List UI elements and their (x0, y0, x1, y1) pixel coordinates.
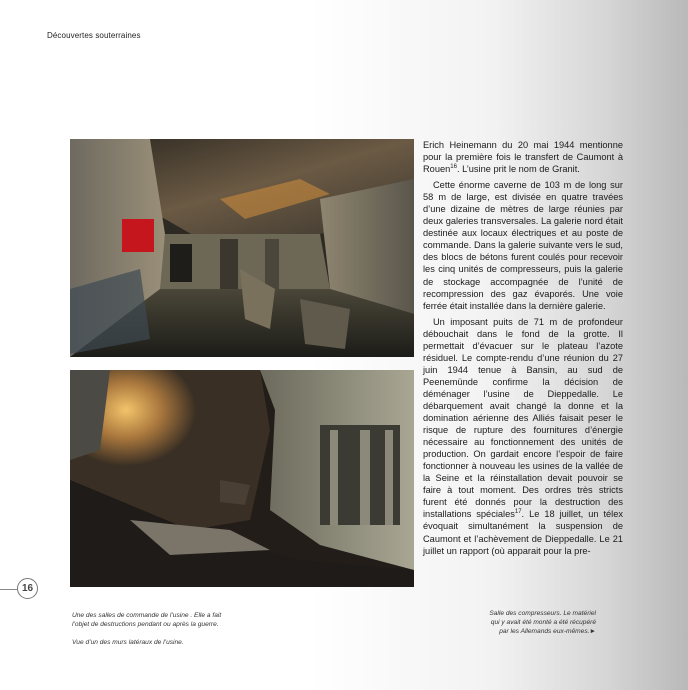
paragraph-2: Cette énorme caverne de 103 m de long sur 58 m de large, est divisée en quatre travées d’une dizaine de mètres de large réunies par deux galeries transversales. La galerie nord était destinée aux locaux électriques et au poste de commande. Dans la galerie suivante vers le sud, des blocs de bétons furent coulés pour recevoir les cinq unités de compresseurs, puis la galerie de stockage accompagnée de l’unité de recompression des gaz évaporés. Une voie ferrée était installée dans la dernière galerie. (423, 180, 623, 311)
caption-compressors-line1: Salle des compresseurs. Le matériel (489, 610, 596, 617)
caption-compressors-line3: par les Allemands eux-mêmes.► (499, 628, 596, 635)
caption-wall: Vue d’un des murs latéraux de l’usine. (72, 639, 184, 646)
photo-control-room (70, 139, 414, 357)
footnote-ref-17: 17 (514, 509, 522, 516)
photo-cave-wall (70, 370, 414, 587)
caption-control-room-line1: Une des salles de commande de l’usine . Elle a fait (72, 612, 222, 619)
paragraph-1: Erich Heinemann du 20 mai 1944 mentionne pour la première fois le transfert de Caumont à Rouen$^{16}$. L’usine prit le nom de Granit. (423, 140, 623, 175)
page-number: 16 (17, 578, 38, 599)
paragraph-3: Un imposant puits de 71 m de profondeur débouchait dans le fond de la grotte. Il permettait d’évacuer sur le plateau l’azote résiduel. Le compte-rendu d’une réunion du 27 juin 1944 tenue à Bansin, au sud de Peenemünde confirme la décision de déménager l’usine de Dieppedalle. Le débarquement avait changé la donne et la domination aérienne des Alliés faisait peser le risque de rupture des fournitures d’énergie nécessaire au fonctionnement des unités de production. On gardait encore l’espoir de faire fonctionner à nouveau les usines de la vallée de la Seine et la réinstallation devait pouvoir se faire à tout moment. Des ordres très stricts furent été donnés pour la destruction des installations spéciales$^{17}$. Le 18 juillet, un télex évoquait simultanément la suspension de Caumont et l’achèvement de Dieppedalle. Le 21 juillet un rapport (où apparait pour la pre- (423, 316, 623, 556)
caption-right (426, 609, 596, 636)
body-text-column (423, 139, 623, 561)
caption-control-room-line2: l’objet de destructions pendant ou après la guerre. (72, 621, 219, 628)
footnote-ref-16: 16 (450, 164, 457, 171)
caption-left (72, 611, 292, 647)
folio-rule (0, 589, 17, 590)
running-header: Découvertes souterraines (47, 31, 141, 40)
caption-compressors-line2: qui y avait été monté a été récupéré (490, 619, 596, 626)
